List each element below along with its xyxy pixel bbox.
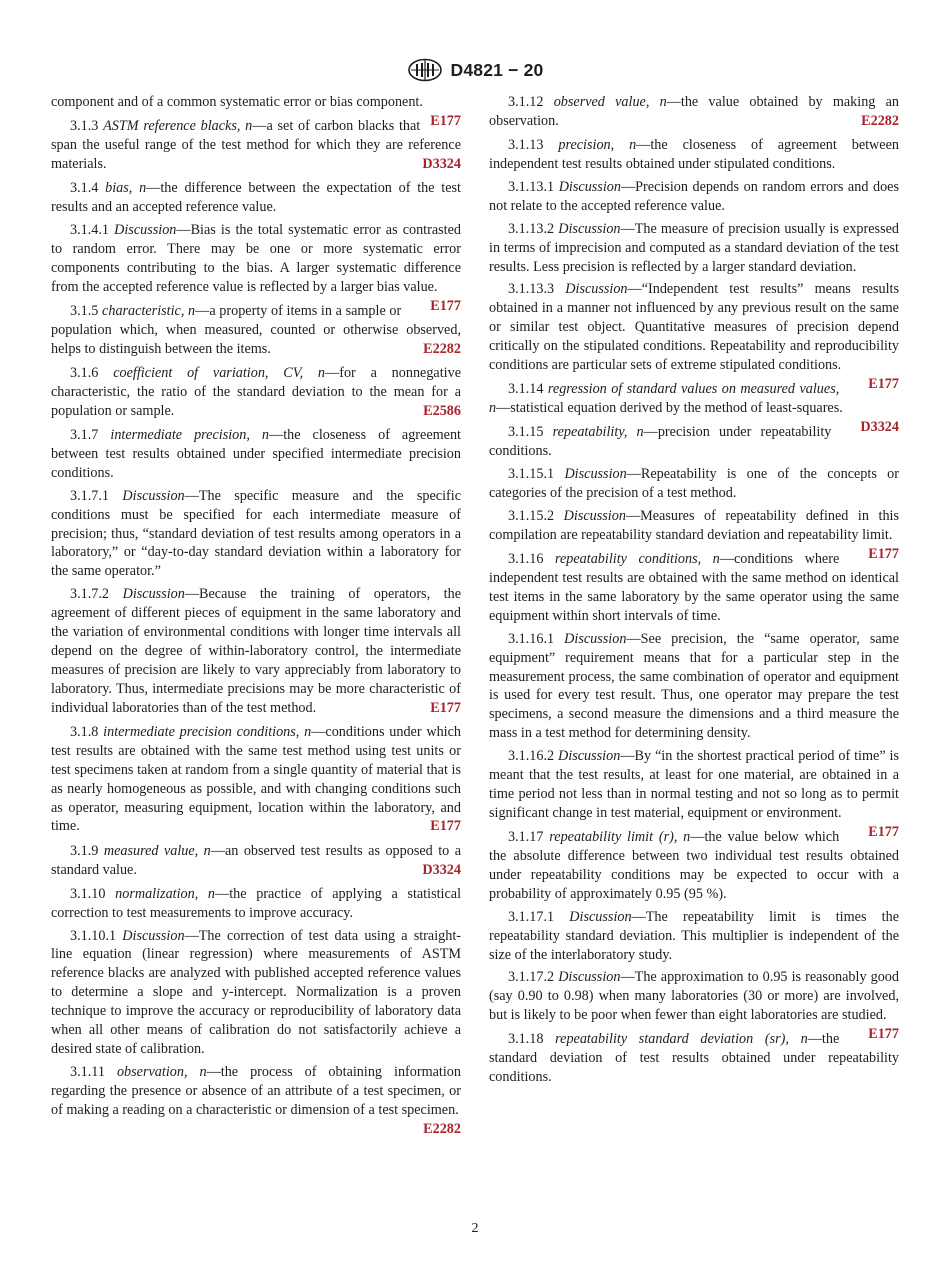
definition-text: —The correction of test data using a straight-line equation (linear regression) where measurements of ASTM reference blacks are analyzed with published accepted reference values to determine a slope and y-intercept. Normalization is a proven technique to improve the accuracy or reproducibility of laboratory data when all other means of calibration do not satisfactorily achieve a desired state of calibration. xyxy=(51,927,461,1057)
definition-text: —for a nonnegative characteristic, the ratio of the standard deviation to the mean for a population or sample. xyxy=(51,364,462,419)
standard-reference-link[interactable]: E177 xyxy=(430,112,461,129)
term: Discussion xyxy=(558,220,621,237)
definition-paragraph xyxy=(51,426,461,483)
definition-text: —See precision, the “same operator, same equipment” requirement means that for a particular step in the measurement process, the same combination of operator and equipment is used for every test result. Thus, one operator may prepare the test specimens, a second measure the dimensions and a third measure the mass in a test method for determining density. xyxy=(489,630,900,742)
standard-reference-link[interactable]: E177 xyxy=(430,818,461,835)
standard-reference-link[interactable]: E2282 xyxy=(423,1120,461,1137)
section-number: 3.1.13.3 xyxy=(508,281,555,298)
term: repeatability standard deviation (sr), n xyxy=(555,1031,808,1048)
standard-reference-link[interactable]: E177 xyxy=(868,375,899,392)
standard-reference-link[interactable]: D3324 xyxy=(860,419,899,436)
definition-paragraph xyxy=(51,364,461,421)
definition-text: —conditions under which test results are obtained with the same test method using test units or test specimens taken at random from a single quantity of material that is as nearly homogeneous as possible, and with changing conditions such as operator, measuring equipment, location within the laboratory, and time. xyxy=(51,723,462,835)
definition-paragraph xyxy=(51,179,461,217)
term: bias, n xyxy=(105,180,147,197)
section-number: 3.1.8 xyxy=(70,723,99,740)
definition-paragraph xyxy=(489,630,899,743)
section-number: 3.1.15.1 xyxy=(508,466,555,483)
term: Discussion xyxy=(564,466,627,483)
section-number: 3.1.10 xyxy=(70,885,106,902)
definition-paragraph xyxy=(489,423,899,461)
section-number: 3.1.17 xyxy=(508,829,544,846)
definition-paragraph xyxy=(51,585,461,717)
definition-paragraph xyxy=(51,302,461,359)
definition-paragraph xyxy=(489,550,899,626)
term: repeatability limit (r), n xyxy=(549,829,691,846)
term: Discussion xyxy=(558,748,621,765)
term: regression of standard values on measured values, n xyxy=(489,381,840,417)
standard-reference-link[interactable]: E2282 xyxy=(423,340,461,357)
section-number: 3.1.9 xyxy=(70,842,99,859)
page-header xyxy=(0,57,950,83)
term: Discussion xyxy=(558,969,621,986)
section-number: 3.1.14 xyxy=(508,381,544,398)
definition-text: —a property of items in a sample or population which, when measured, counted or otherwise observed, helps to distinguish between the items. xyxy=(51,302,461,357)
term: precision, n xyxy=(558,137,637,154)
section-number: 3.1.13 xyxy=(508,137,544,154)
definition-text: —the standard deviation of test results obtained under repeatability conditions. xyxy=(489,1031,899,1086)
right-column xyxy=(489,93,899,1091)
term: normalization, n xyxy=(115,885,216,902)
definition-text: —“Independent test results” means results obtained in a manner not influenced by any previous result on the same or similar test object. Quantitative measures of precision depend critically on the stipulated conditions. Repeatability and reproducibility conditions are particular sets of extreme stipulated conditions. xyxy=(489,281,899,374)
definition-text: —the practice of applying a statistical correction to test measurements to improve accuracy. xyxy=(51,885,462,921)
definition-paragraph xyxy=(489,465,899,503)
section-number: 3.1.7 xyxy=(70,426,99,443)
section-number: 3.1.15.2 xyxy=(508,508,555,525)
definition-paragraph xyxy=(51,117,461,174)
definition-paragraph xyxy=(51,487,461,582)
term: intermediate precision conditions, n xyxy=(103,723,312,740)
definition-text: —Precision depends on random errors and does not relate to the accepted reference value. xyxy=(489,178,899,214)
section-number: 3.1.6 xyxy=(70,364,99,381)
left-column xyxy=(51,93,461,1139)
definition-paragraph xyxy=(489,1030,899,1087)
astm-logo-icon xyxy=(407,58,443,82)
standard-reference-link[interactable]: D3324 xyxy=(422,156,461,173)
section-number: 3.1.13.2 xyxy=(508,220,555,237)
section-number: 3.1.5 xyxy=(70,302,99,319)
term: characteristic, n xyxy=(102,302,196,319)
definition-paragraph xyxy=(51,842,461,880)
definition-text: —precision under repeatability conditions. xyxy=(489,424,832,460)
term: Discussion xyxy=(122,927,185,944)
definition-paragraph xyxy=(489,220,899,277)
section-number: 3.1.3 xyxy=(70,118,99,135)
section-number: 3.1.16.2 xyxy=(508,748,555,765)
definition-paragraph xyxy=(489,178,899,216)
definition-text: —Measures of repeatability defined in this compilation are repeatability standard deviation and repeatability limit. xyxy=(489,508,899,543)
term: coefficient of variation, CV, n xyxy=(113,364,326,381)
definition-text: —the closeness of agreement between test results obtained under specified intermediate precision conditions. xyxy=(51,426,461,481)
standard-reference-link[interactable]: E2282 xyxy=(861,112,899,129)
page-number: 2 xyxy=(471,1221,479,1236)
term: Discussion xyxy=(564,630,627,647)
standard-reference-link[interactable]: E177 xyxy=(430,297,461,314)
definition-text: —a set of carbon blacks that span the useful range of the test method for which they are reference materials. xyxy=(51,118,461,173)
term: Discussion xyxy=(114,222,177,239)
section-number: 3.1.7.1 xyxy=(70,487,110,504)
document-designation: D4821 − 20 xyxy=(450,59,544,80)
term: Discussion xyxy=(558,178,621,195)
definition-text: —an observed test results as opposed to a standard value. xyxy=(51,842,461,878)
definition-text: —The specific measure and the specific conditions must be specified for each intermediate measure of precision; thus, “standard deviation of test results among operators in a laboratory,” or “day-to-day standard deviation within a laboratory for the same operator.” xyxy=(51,487,461,580)
definition-paragraph xyxy=(51,885,461,923)
term: measured value, n xyxy=(103,842,211,859)
section-number: 3.1.12 xyxy=(508,94,544,110)
standard-reference-link[interactable]: E177 xyxy=(430,699,461,716)
section-number: 3.1.11 xyxy=(70,1063,105,1080)
term: Discussion xyxy=(569,908,632,925)
term: observed value, n xyxy=(553,94,667,110)
definition-paragraph xyxy=(489,93,899,131)
term: intermediate precision, n xyxy=(110,426,269,443)
standard-reference-link[interactable]: E177 xyxy=(868,545,899,562)
definition-paragraph xyxy=(489,828,899,904)
definition-paragraph xyxy=(51,723,461,836)
standard-reference-link[interactable]: E177 xyxy=(868,1026,899,1043)
section-number: 3.1.16.1 xyxy=(508,630,555,647)
standard-reference-link[interactable]: D3324 xyxy=(422,861,461,878)
definition-text: —By “in the shortest practical period of time” is meant that the test results, at least for one material, are obtained in a time period not less than in normal testing and not so long as to permit significant change in test material, equipment or environment. xyxy=(489,748,900,821)
definition-text: —the closeness of agreement between independent test results obtained under stipulated conditions. xyxy=(489,137,899,173)
section-number: 3.1.7.2 xyxy=(70,586,110,603)
definition-text: —Because the training of operators, the agreement of different pieces of equipment in the same laboratory and the variation of environmental conditions with longer time intervals all depend on the degree of within-laboratory control, the intermediate measures of precision are likely to vary appreciably from laboratory to laboratory. Thus, intermediate precisions may be more characteristic of individual laboratories than of the test method. xyxy=(51,586,462,716)
term: ASTM reference blacks, n xyxy=(103,118,253,135)
definition-text: —The approximation to 0.95 is reasonably good (say 0.90 to 0.98) when many laboratories (30 or more) are involved, but is likely to be poor when fewer than eight laboratories are studied. xyxy=(489,969,899,1024)
definition-paragraph xyxy=(489,136,899,174)
definition-text: —the value below which the absolute difference between two individual test results obtained under repeatability conditions may be expected to occur with a probability of approximately 0.95 (95 %). xyxy=(489,829,899,902)
standard-reference-link[interactable]: E2586 xyxy=(423,402,461,419)
term: Discussion xyxy=(563,508,626,525)
definition-text: —the value obtained by making an observation. xyxy=(489,94,899,129)
definition-text: —Bias is the total systematic error as contrasted to random error. There may be one or more systematic error components contributing to the bias. A larger systematic difference from the accepted reference value is reflected by a larger bias value. xyxy=(51,222,462,295)
definition-paragraph xyxy=(489,908,899,965)
section-number: 3.1.4.1 xyxy=(70,222,110,239)
term: repeatability conditions, n xyxy=(555,551,720,568)
section-number: 3.1.17.2 xyxy=(508,969,555,986)
term: Discussion xyxy=(122,487,185,504)
section-number: 3.1.17.1 xyxy=(508,908,555,925)
definition-text: —the process of obtaining information regarding the presence or absence of an attribute of a test specimen, or of making a reading on a characteristic or dimension of a test specimen. xyxy=(51,1063,461,1118)
definition-text: —conditions where independent test results are obtained with the same method on identical test items in the same laboratory by the same operator using the same equipment within short intervals of time. xyxy=(489,551,899,624)
term: repeatability, n xyxy=(552,424,644,441)
definition-text: —The repeatability limit is times the repeatability standard deviation. This multiplier is independent of the size of the interlaboratory study. xyxy=(489,908,899,963)
definition-text: component and of a common systematic error or bias component. xyxy=(51,94,423,110)
section-number: 3.1.16 xyxy=(508,551,544,568)
term: observation, n xyxy=(116,1063,207,1080)
term: Discussion xyxy=(565,281,628,298)
definition-text: —statistical equation derived by the method of least-squares. xyxy=(496,400,843,417)
section-number: 3.1.4 xyxy=(70,180,99,197)
section-number: 3.1.15 xyxy=(508,424,544,441)
section-number: 3.1.10.1 xyxy=(70,927,117,944)
definition-text: —Repeatability is one of the concepts or categories of the precision of a test method. xyxy=(489,466,900,502)
definition-paragraph xyxy=(51,927,461,1059)
section-number: 3.1.18 xyxy=(508,1031,544,1048)
definition-text: —The measure of precision usually is expressed in terms of imprecision and computed as a standard deviation of the test results. Less precision is reflected by a larger standard deviation. xyxy=(489,220,899,275)
definition-paragraph xyxy=(51,1063,461,1137)
standard-reference-link[interactable]: E177 xyxy=(868,823,899,840)
term: Discussion xyxy=(122,586,185,603)
definition-text: —the difference between the expectation of the test results and an accepted reference value. xyxy=(51,180,461,216)
section-number: 3.1.13.1 xyxy=(508,178,555,195)
